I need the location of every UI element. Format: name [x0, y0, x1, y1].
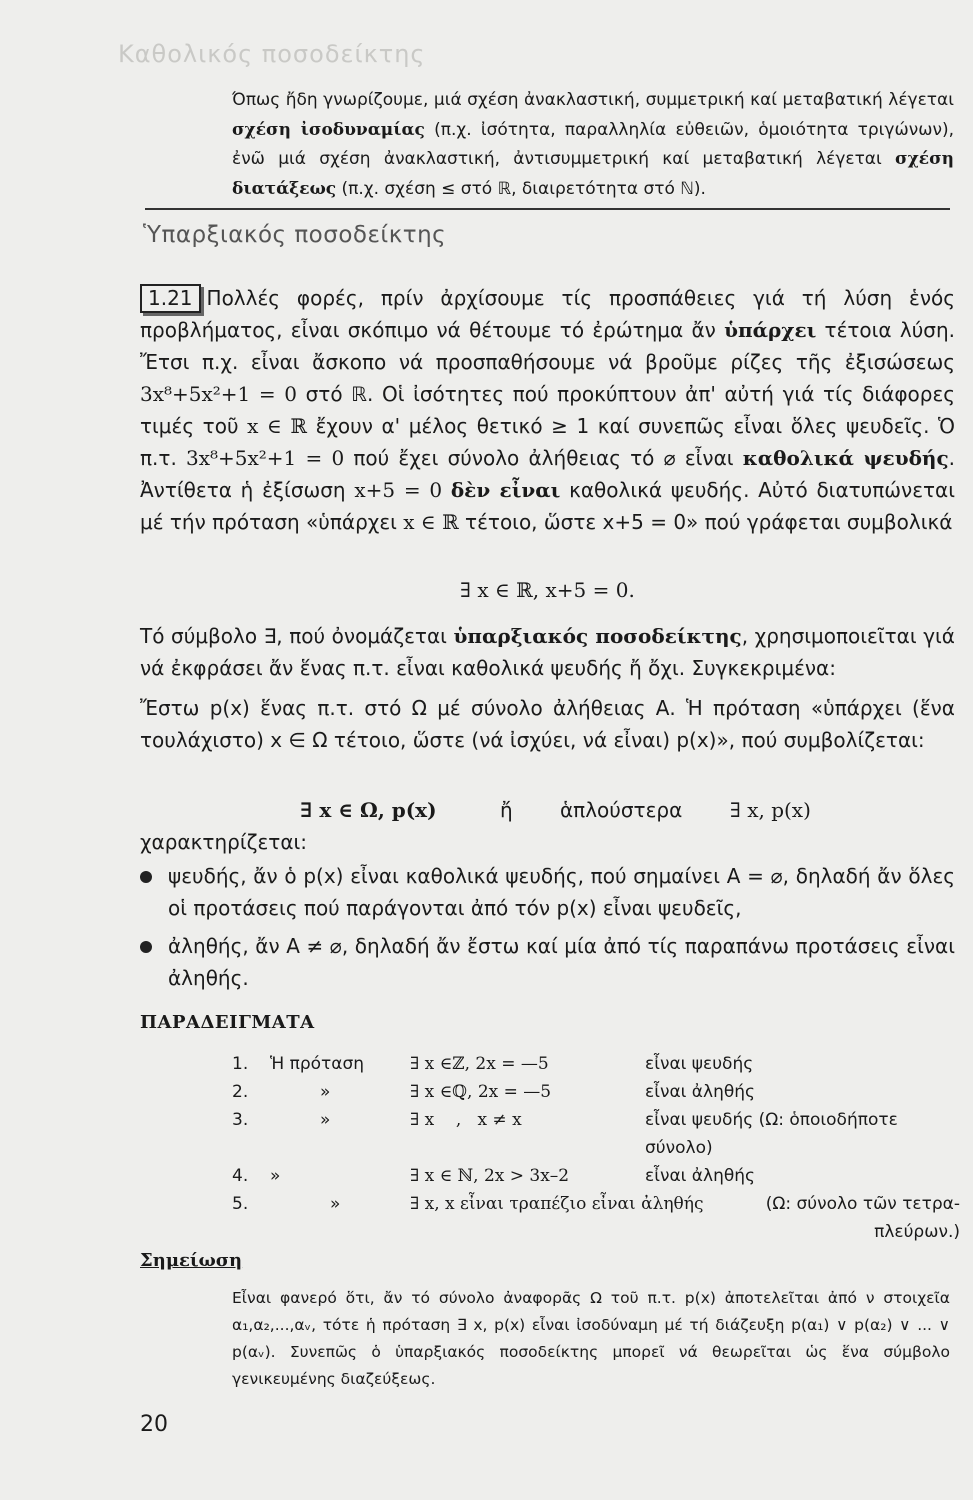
example-number: 5. — [232, 1194, 249, 1214]
example-statement: ∃ x ∈ ℕ, 2x > 3x–2 — [410, 1166, 570, 1186]
example-lead: » — [320, 1082, 331, 1102]
example-number: 1. — [232, 1054, 249, 1074]
text: τέτοιο, ὥστε x+5 = 0» πού γράφεται συμβολικά — [458, 510, 953, 534]
example-number: 4. — [232, 1166, 249, 1186]
equation: 3x⁸+5x²+1 = 0 — [140, 382, 297, 406]
page-number: 20 — [140, 1412, 168, 1437]
example-number: 3. — [232, 1110, 249, 1130]
text: , χρησιμοποιεῖται γιά νά ἐκφράσει ἄν ἕνας π.τ. εἶναι καθολικά ψευδής ἤ ὄχι. Συγκεκριμένα: — [140, 624, 955, 680]
bold-universally-false: καθολικά ψευδής — [742, 446, 949, 470]
text: ἔχουν α' μέλος θετικό ≥ 1 καί συνεπῶς εἶναι ὅλες ψευδεῖς. Ὁ π.τ. — [140, 414, 955, 470]
bold-exists: ὑπάρχει — [724, 318, 817, 342]
text: τέτοια λύση. Ἔτσι π.χ. εἶναι ἄσκοπο νά προσπαθήσουμε νά βροῦμε ρίζες τῆς ἐξισώσεως — [140, 318, 955, 374]
note-paragraph: Εἶναι φανερό ὅτι, ἄν τό σύνολο ἀναφορᾶς Ω τοῦ π.τ. p(x) ἀποτελεῖται ἀπό ν στοιχεῖα α₁,α₂,...,αᵥ, τότε ἡ πρόταση ∃ x, p(x) εἶναι ἰσοδύναμη μέ τή διάζευξη p(α₁) ∨ p(α₂) ∨ ... ∨ p(αᵥ). Συνεπῶς ὁ ὑπαρξιακός ποσοδείκτης μπορεῖ νά θεωρεῖται ὡς ἕνα σύμβολο γενικευμένης διαζεύξεως. — [232, 1289, 950, 1388]
intro-text: Όπως ἤδη γνωρίζουμε, μιά σχέση ἀνακλαστική, συμμετρική καί μεταβατική λέγεται — [232, 90, 954, 110]
section-heading: Ὑπαρξιακός ποσοδείκτης — [143, 222, 447, 248]
truth-text: εἶναι ψευδής — [645, 1054, 754, 1074]
text: Πολλές φορές, πρίν ἀρχίσουμε τίς προσπάθειες γιά τή λύση ἑνός προβλήματος, εἶναι σκόπιμο νά θέτουμε τό ἐρώτημα ἄν — [140, 286, 955, 342]
note-title: Σημείωση — [140, 1250, 243, 1271]
intro-text: (π.χ. σχέση ≤ στό ℝ, διαιρετότητα στό ℕ). — [336, 178, 706, 199]
bullet-dot-icon — [140, 941, 152, 953]
truth-text-cont: σύνολο) — [645, 1138, 713, 1158]
example-number: 2. — [232, 1082, 249, 1102]
example-truth — [645, 1078, 960, 1106]
bold-existential-quantifier: ὑπαρξιακός ποσοδείκτης — [453, 624, 742, 648]
bullet-item — [140, 860, 955, 924]
formula-right: ∃ x, p(x) — [730, 798, 811, 822]
truth-text: (Ω: σύνολο τῶν τετρα- — [765, 1194, 960, 1214]
text: Τό σύμβολο ∃, πού ὀνομάζεται — [140, 624, 454, 648]
formula-left: ∃ x ∈ Ω, p(x) — [300, 798, 437, 822]
text: . Ἀντίθετα ἡ ἐξίσωση — [140, 446, 955, 502]
text — [442, 478, 451, 502]
section-number-badge: 1.21 — [140, 284, 201, 313]
equation: x+5 = 0 — [354, 478, 443, 502]
formula-simpler: ἁπλούστερα — [560, 798, 683, 822]
truth-text: εἶναι ἀληθής — [645, 1082, 755, 1102]
bullet-dot-icon — [140, 871, 152, 883]
truth-text: εἶναι ψευδής (Ω: ὁποιοδήποτε — [645, 1110, 898, 1130]
math-inline: x ∈ ℝ — [403, 510, 459, 534]
characterized-label: χαρακτηρίζεται: — [140, 830, 308, 854]
bold-is-not: δὲν εἶναι — [450, 478, 561, 502]
example-lead: » — [330, 1194, 341, 1214]
example-statement: ∃ x ∈ℤ, 2x = —5 — [410, 1054, 549, 1074]
bleed-through-header: Καθολικός ποσοδείκτης — [118, 40, 426, 68]
bullet-item — [140, 930, 955, 994]
example-truth — [645, 1106, 960, 1162]
formula-exists-x: ∃ x ∈ ℝ, x+5 = 0. — [460, 578, 635, 602]
truth-text-cont: πλεύρων.) — [874, 1222, 960, 1242]
math-inline: x ∈ ℝ — [247, 414, 307, 438]
paragraph-definition: Ἔστω p(x) ἕνας π.τ. στό Ω μέ σύνολο ἀλήθειας Α. Ἡ πρόταση «ὑπάρχει (ἕνα τουλάχιστο) x ∈ Ω τέτοιο, ὥστε (νά ἰσχύει, νά εἶναι) p(x)», πού συμβολίζεται: — [140, 696, 955, 752]
intro-bold-equivalence: σχέση ἰσοδυναμίας — [232, 119, 425, 140]
bullet-text: ἀληθής, ἄν Α ≠ ⌀, δηλαδή ἄν ἔστω καί μία ἀπό τίς παραπάνω προτάσεις εἶναι ἀληθής. — [168, 934, 955, 990]
example-lead: » — [320, 1110, 331, 1130]
paragraph-1-21 — [140, 282, 955, 538]
intro-paragraph — [232, 86, 954, 204]
formula-row — [140, 794, 955, 826]
text: καθολικά ψευδής. Αὐτό διατυπώνεται μέ τήν πρόταση «ὑπάρχει — [140, 478, 956, 534]
example-truth — [735, 1190, 960, 1246]
example-statement: ∃ x , x ≠ x — [410, 1110, 522, 1130]
example-truth — [645, 1162, 960, 1190]
section-divider — [145, 208, 950, 210]
intro-text: (π.χ. ἰσότητα, παραλληλία εὐθειῶν, ὁμοιότητα τριγώνων), ἐνῶ μιά σχέση ἀνακλαστική, ἀντισυμμετρική καί μεταβατική λέγεται — [232, 119, 954, 169]
text: στό ℝ. Οἱ ἰσότητες πού προκύπτουν ἀπ' αὐτή γιά τίς διάφορες τιμές τοῦ — [140, 382, 956, 438]
text: πού ἔχει σύνολο ἀλήθειας τό ⌀ εἶναι — [344, 446, 743, 470]
bullet-list — [140, 860, 955, 1000]
example-statement: ∃ x, x εἶναι τραπέζιο εἶναι ἀληθής — [410, 1194, 704, 1214]
truth-text: εἶναι ἀληθής — [645, 1166, 755, 1186]
formula-or: ἤ — [500, 798, 513, 822]
example-lead: Ἡ πρόταση — [270, 1054, 365, 1074]
bullet-text: ψευδής, ἄν ὁ p(x) εἶναι καθολικά ψευδής, πού σημαίνει Α = ⌀, δηλαδή ἄν ὅλες οἱ προτάσεις πού παράγονται ἀπό τόν p(x) εἶναι ψευδεῖς, — [168, 864, 955, 920]
example-lead: » — [270, 1166, 281, 1186]
example-statement: ∃ x ∈ℚ, 2x = —5 — [410, 1082, 552, 1102]
intro-bold-order: σχέση διατάξεως — [232, 149, 954, 199]
example-truth — [645, 1050, 960, 1078]
examples-title: ΠΑΡΑΔΕΙΓΜΑΤΑ — [140, 1012, 315, 1033]
paragraph-quantifier — [140, 620, 955, 684]
equation: 3x⁸+5x²+1 = 0 — [186, 446, 345, 470]
